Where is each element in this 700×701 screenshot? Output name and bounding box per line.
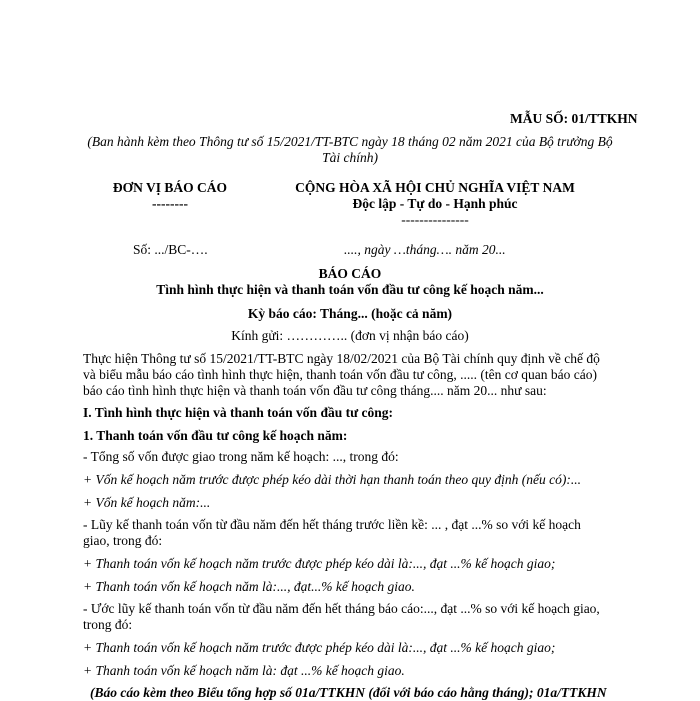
body-line: + Thanh toán vốn kế hoạch năm là:..., đạt...% kế hoạch giao. bbox=[83, 579, 415, 594]
intro-line: báo cáo tình hình thực hiện và thanh toán vốn đầu tư công tháng.... năm 20... như sau: bbox=[83, 383, 547, 398]
body-line: + Thanh toán vốn kế hoạch năm là: đạt ...% kế hoạch giao. bbox=[83, 663, 405, 678]
body-line: - Lũy kế thanh toán vốn từ đầu năm đến hết tháng trước liền kề: ... , đạt ...% so với kế hoạch bbox=[83, 517, 581, 532]
intro-line: và biểu mẫu báo cáo tình hình thực hiện, thanh toán vốn đầu tư công, ..... (tên cơ quan báo cáo) bbox=[83, 367, 598, 382]
document-number: Số: .../BC-…. bbox=[133, 242, 208, 257]
body-line: + Thanh toán vốn kế hoạch năm trước được phép kéo dài là:..., đạt ...% kế hoạch giao; bbox=[83, 640, 556, 655]
section-heading: I. Tình hình thực hiện và thanh toán vốn đầu tư công: bbox=[83, 405, 394, 420]
issued-note-line1: (Ban hành kèm theo Thông tư số 15/2021/TT-BTC ngày 18 tháng 02 năm 2021 của Bộ trưởng Bộ bbox=[87, 134, 613, 149]
country-name: CỘNG HÒA XÃ HỘI CHỦ NGHĨA VIỆT NAM bbox=[295, 180, 575, 195]
subsection-heading: 1. Thanh toán vốn đầu tư công kế hoạch năm: bbox=[83, 428, 348, 443]
body-line: - Tổng số vốn được giao trong năm kế hoạch: ..., trong đó: bbox=[83, 449, 399, 464]
intro-line: Thực hiện Thông tư số 15/2021/TT-BTC ngày 18/02/2021 của Bộ Tài chính quy định về chế độ bbox=[83, 351, 600, 366]
document-date: ...., ngày …tháng…. năm 20... bbox=[344, 242, 506, 257]
motto-divider: --------------- bbox=[401, 212, 469, 227]
report-title: BÁO CÁO bbox=[318, 266, 382, 281]
form-code: MẪU SỐ: 01/TTKHN bbox=[510, 111, 638, 126]
body-line: + Vốn kế hoạch năm:... bbox=[83, 495, 211, 510]
recipient-line: Kính gửi: ………….. (đơn vị nhận báo cáo) bbox=[231, 328, 469, 343]
report-subtitle: Tình hình thực hiện và thanh toán vốn đầu tư công kế hoạch năm... bbox=[156, 282, 544, 297]
body-line: trong đó: bbox=[83, 617, 133, 632]
issued-note-line2: Tài chính) bbox=[322, 150, 378, 165]
national-motto: Độc lập - Tự do - Hạnh phúc bbox=[352, 196, 518, 211]
footer-note: (Báo cáo kèm theo Biểu tổng hợp số 01a/TTKHN (đối với báo cáo hằng tháng); 01a/TTKHN bbox=[90, 685, 607, 700]
body-line: giao, trong đó: bbox=[83, 533, 163, 548]
reporting-period: Kỳ báo cáo: Tháng... (hoặc cả năm) bbox=[247, 306, 453, 321]
reporting-unit-divider: -------- bbox=[152, 196, 188, 211]
body-line: + Vốn kế hoạch năm trước được phép kéo dài thời hạn thanh toán theo quy định (nếu có):... bbox=[83, 472, 581, 487]
body-line: + Thanh toán vốn kế hoạch năm trước được phép kéo dài là:..., đạt ...% kế hoạch giao; bbox=[83, 556, 556, 571]
reporting-unit-label: ĐƠN VỊ BÁO CÁO bbox=[112, 180, 228, 195]
body-line: - Ước lũy kế thanh toán vốn từ đầu năm đến hết tháng báo cáo:..., đạt ...% so với kế hoạch giao, bbox=[83, 601, 600, 616]
